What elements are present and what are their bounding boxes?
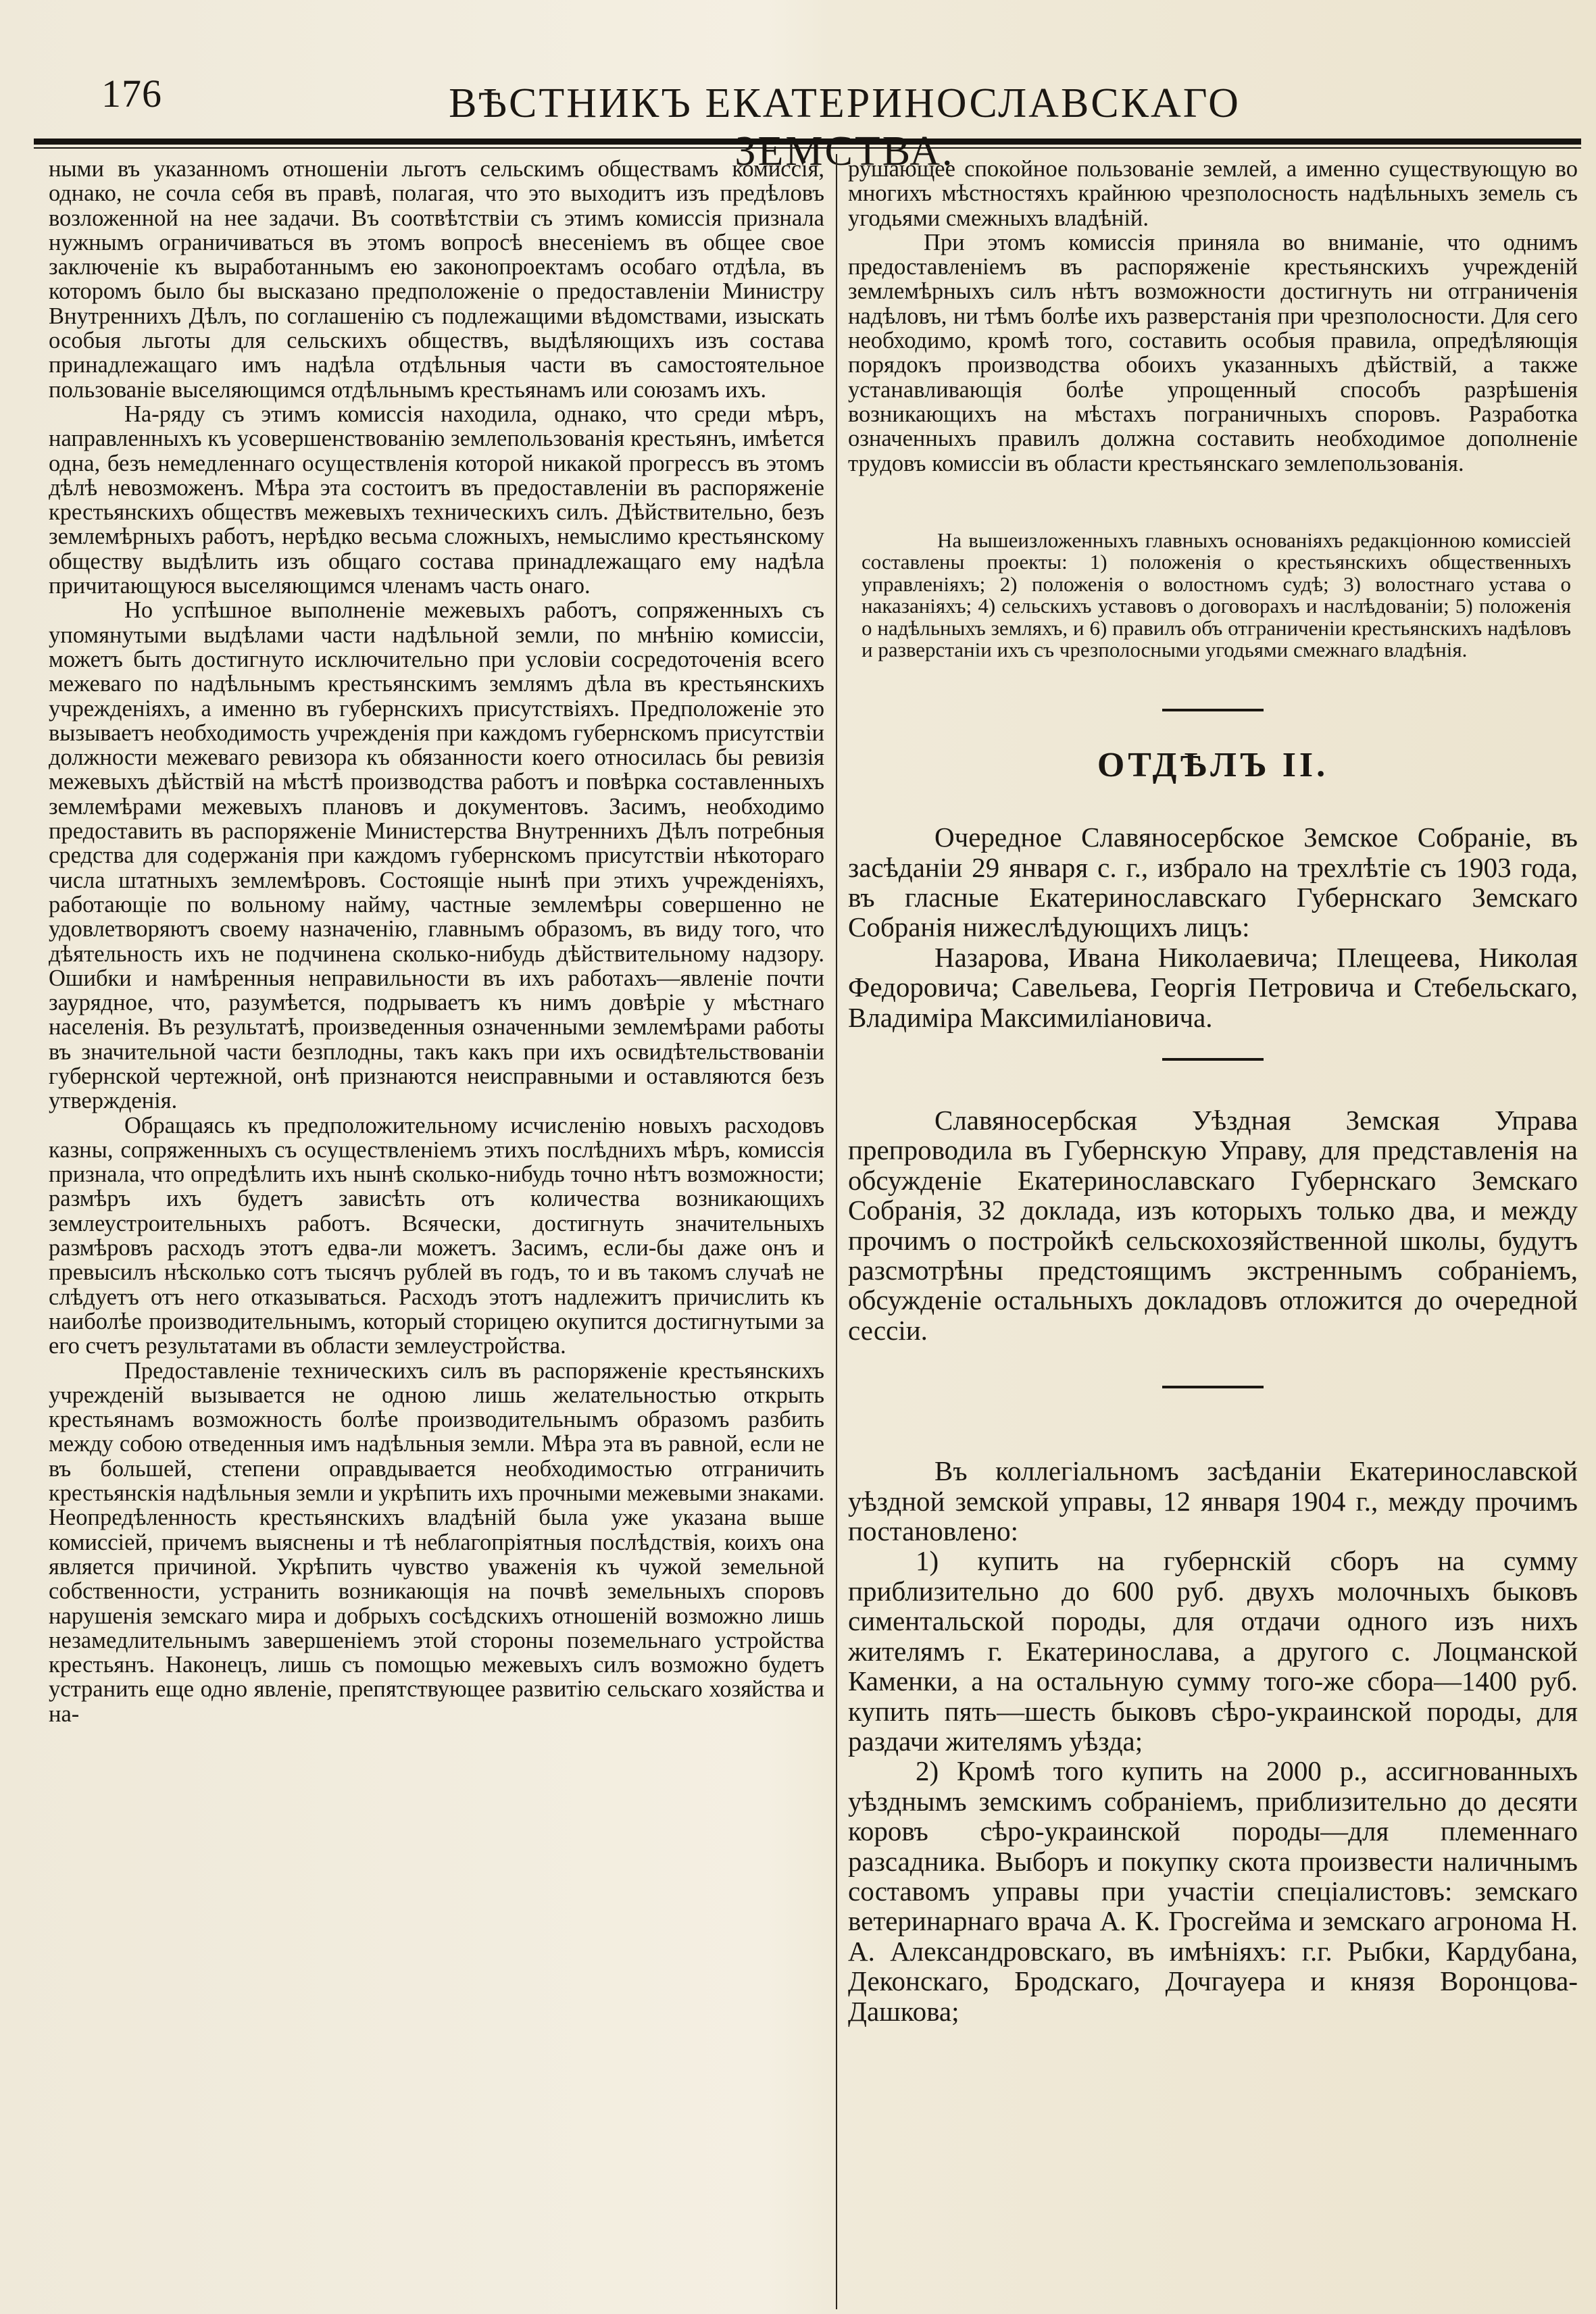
paragraph-continuation: рушающее спокойное пользованiе землей, а именно существующую во многихъ мѣстностяхъ крайнюю чрезполосность надѣльныхъ земель съ угодьями смежныхъ владѣнiй.: [848, 157, 1578, 231]
note-text: На вышеизложенныхъ главныхъ основанiяхъ редакцiонною комиссiей составлены проекты: 1) положенiя о крестьянскихъ общественныхъ управленiяхъ; 2) положенiя о волостномъ судѣ; 3) волостнаго устава о наказанiяхъ; 4) сельскихъ уставовъ о договорахъ и наслѣдованiи; 5) положенiя о надѣльныхъ земляхъ, и 6) правилъ объ отграниченiи крестьянскихъ надѣловъ и разверстанiи ихъ съ чрезполосными угодьями смежнаго владѣнiя.: [862, 528, 1571, 662]
paragraph: ными въ указанномъ отношенiи льготъ сельскимъ обществамъ комиссiя, однако, не сочла себя въ правѣ, полагая, что это выходитъ изъ предѣловъ возложенной на нее задачи. Въ соотвѣтствiи съ этимъ комиссiя признала нужнымъ ограничиваться въ этомъ вопросѣ внесенiемъ въ общее свое заключенiе къ выработаннымъ ею законопроектамъ особаго отдѣла, въ которомъ было бы высказано предположенiе о предоставленiи Министру Внутреннихъ Дѣлъ, по соглашенiю съ подлежащими вѣдомствами, изыскать особыя льготы для сельскихъ обществъ, выдѣляющихъ изъ состава принадлежащаго имъ надѣла отдѣльныя части въ самостоятельное пользованiе выселяющимся отдѣльнымъ крестьянамъ или союзамъ ихъ.: [49, 156, 824, 403]
uprava-paragraph: Славяносербская Уѣздная Земская Управа препроводила въ Губернскую Управу, для представленiя на обсужденiе Екатеринославскаго Губернскаго Земскаго Собранiя, 32 доклада, изъ которыхъ только два, и между прочимъ о постройкѣ сельскохозяйственной школы, будутъ разсмотрѣны предстоящимъ экстреннымъ собранiемъ, обсужденiе остальныхъ докладовъ отложится до очередной сессiи.: [848, 1105, 1578, 1346]
column-divider: [836, 154, 837, 2309]
decision-item: 1) купить на губернскiй сборъ на сумму приблизительно до 600 руб. двухъ молочныхъ быковъ симентальской породы, для отдачи одного изъ нихъ жителямъ г. Екатеринослава, а другого с. Лоцманской Каменки, а на остальную сумму того-же сбора—1400 руб. купить пять—шесть быковъ сѣро-украинской породы, для раздачи жителямъ уѣзда;: [848, 1545, 1578, 1757]
page-number: 176: [101, 72, 162, 116]
section-body: [848, 822, 1578, 2026]
assembly-paragraph: Очередное Славяносербское Земское Собранiе, въ засѣданiи 29 января с. г., избрало на трехлѣтiе съ 1903 года, въ гласные Екатеринославскаго Губернскаго Земскаго Собранiя нижеслѣдующихъ лицъ:: [848, 822, 1578, 943]
paragraph: На-ряду съ этимъ комиссiя находила, однако, что среди мѣръ, направленныхъ къ усовершенствованiю землепользованiя крестьянъ, имѣется одна, безъ немедленнаго осуществленiя которой никакой прогрессъ въ этомъ дѣлѣ невозможенъ. Мѣра эта состоитъ въ предоставленiи въ распоряженiе крестьянскихъ обществъ межевыхъ техническихъ силъ. Дѣйствительно, безъ землемѣрныхъ работъ, нерѣдко весьма сложныхъ, немыслимо крестьянскому обществу выдѣлить изъ общаго состава принадлежащаго ему надѣла причитающуюся выселяющимся членамъ часть онаго.: [49, 401, 824, 599]
collegial-paragraph: Въ коллегiальномъ засѣданiи Екатеринославской уѣздной земской управы, 12 января 1904 г., между прочимъ постановлено:: [848, 1455, 1578, 1547]
left-column: [49, 157, 824, 1726]
right-column: [848, 157, 1578, 2312]
section-title: ОТДѢЛЪ II.: [1097, 745, 1329, 784]
header-rule: [34, 139, 1581, 149]
paragraph: При этомъ комиссiя приняла во вниманiе, что однимъ предоставленiемъ въ распоряженiе крестьянскихъ учрежденiй землемѣрныхъ силъ нѣтъ возможности достигнуть ни отграниченiя надѣловъ, ни тѣмъ болѣе ихъ разверстанiя при чрезполосности. Для сего необходимо, кромѣ того, составить особыя правила, опредѣляющiя порядокъ производства обоихъ указанныхъ дѣйствiй, а также устанавливающiя болѣе упрощенный способъ разрѣшенiя возникающихъ на мѣстахъ пограничныхъ споровъ. Разработка означенныхъ правилъ должна составить необходимое дополненiе трудовъ комиссiи въ области крестьянскаго землепользованiя.: [848, 229, 1578, 476]
decision-item: 2) Кромѣ того купить на 2000 р., ассигнованныхъ уѣзднымъ земскимъ собранiемъ, приблизительно до десяти коровъ сѣро-украинской породы—для племеннаго разсадника. Выборъ и покупку скота произвести наличнымъ составомъ управы при участiи спецiалистовъ: земскаго ветеринарнаго врача А. К. Гросгейма и земскаго агронома Н. А. Александровскаго, въ имѣнiяхъ: г.г. Рыбки, Кардубана, Деконскаго, Бродскаго, Дочгауера и князя Воронцова-Дашкова;: [848, 1755, 1578, 2027]
elected-names: Назарова, Ивана Николаевича; Плещеева, Николая Федоровича; Савельева, Георгiя Петровича и Стебельскаго, Владимiра Максимилiановича.: [848, 941, 1578, 1033]
editorial-note: [848, 530, 1578, 661]
paragraph: Обращаясь къ предположительному исчисленiю новыхъ расходовъ казны, сопряженныхъ съ осуществленiемъ этихъ послѣднихъ мѣръ, комиссiя признала, что опредѣлить ихъ нынѣ сколько-нибудь точно нѣтъ возможности; размѣръ ихъ будетъ зависѣть отъ количества возникающихъ землеустроительныхъ работъ. Всячески, достигнуть значительныхъ размѣровъ расходъ этотъ едва-ли можетъ. Засимъ, если-бы даже онъ и превысилъ нѣсколько сотъ тысячъ рублей въ годъ, то и въ такомъ случаѣ не слѣдуетъ отъ него отказываться. Расходъ этотъ надлежитъ причислить къ наиболѣе производительнымъ, который сторицею окупится достигнутыми за его счетъ результатами въ области землеустройства.: [49, 1112, 824, 1359]
paragraph: Предоставленiе техническихъ силъ въ распоряженiе крестьянскихъ учрежденiй вызывается не одною лишь желательностью открыть крестьянамъ возможность болѣе производительнымъ образомъ разбить между собою отведенныя имъ надѣльныя земли. Мѣра эта въ равной, если не въ большей, степени оправдывается необходимостью отграничить крестьянскiя надѣльныя земли и укрѣпить ихъ прочными межевыми знаками. Неопредѣленность крестьянскихъ владѣнiй была уже указана выше комиссiей, причемъ выяснены и тѣ неблагопрiятныя послѣдствiя, коихъ она является причиной. Укрѣпить чувство уваженiя къ чужой земельной собственности, устранить возникающiя на почвѣ земельныхъ споровъ нарушенiя земскаго мира и добрыхъ сосѣдскихъ отношенiй возможно лишь незамедлительнымъ завершенiемъ этой стороны поземельнаго устройства крестьянъ. Наконецъ, лишь съ помощью межевыхъ силъ возможно будетъ устранить еще одно явленiе, препятствующее развитiю сельскаго хозяйства и на-: [49, 1357, 824, 1727]
section-rule: [1162, 709, 1264, 711]
journal-title: ВѢСТНИКЪ ЕКАТЕРИНОСЛАВСКАГО ЗЕМСТВА.: [449, 80, 1241, 174]
paragraph: Но успѣшное выполненiе межевыхъ работъ, сопряженныхъ съ упомянутыми выдѣлами части надѣльной земли, по мнѣнiю комиссiи, можетъ быть достигнуто исключительно при условiи сосредоточенiя всего межеваго по надѣльнымъ крестьянскимъ землямъ дѣла въ крестьянскихъ учрежденiяхъ, а именно въ губернскихъ присутствiяхъ. Предположенiе это вызываетъ необходимость учрежденiя при каждомъ губернскомъ присутствiи должности межеваго ревизора къ обязанности коего относилась бы ревизiя межевыхъ дѣйствiй на мѣстѣ производства работъ и повѣрка составленныхъ землемѣрами межевыхъ плановъ и документовъ. Засимъ, необходимо предоставить въ распоряженiе Министерства Внутреннихъ Дѣлъ потребныя средства для содержанiя при каждомъ губернскомъ присутствiи нѣкотораго числа штатныхъ землемѣровъ. Состоящiе нынѣ при этихъ учрежденiяхъ, работающiе по вольному найму, частные землемѣры совершенно не удовлетворяютъ своему назначенiю, главнымъ образомъ, въ виду того, что дѣятельность ихъ не подчинена сколько-нибудь дѣйствительному надзору. Ошибки и намѣренныя неправильности въ ихъ работахъ—явленiе почти заурядное, что, разумѣется, подрываетъ къ нимъ довѣрiе у мѣстнаго населенiя. Въ результатѣ, произведенныя означенными землемѣрами работы въ значительной части безплодны, такъ какъ при ихъ освидѣтельствованiи губернской чертежной, онѣ признаются неисправными и оставляются безъ утвержденiя.: [49, 597, 824, 1114]
